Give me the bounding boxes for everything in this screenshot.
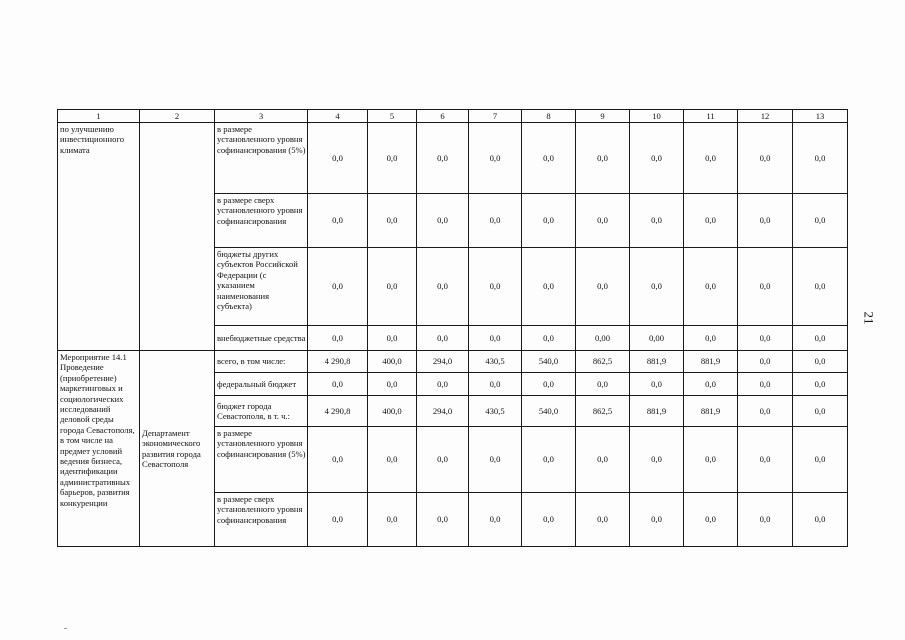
value-cell: 0,0 (417, 373, 469, 396)
table-header-row (58, 110, 848, 123)
value-cell: 0,0 (793, 396, 848, 427)
value-cell: 0,0 (793, 351, 848, 373)
column-header: 9 (576, 110, 630, 123)
funding-source-cell: бюджет города Севастополя, в т. ч.: (215, 396, 308, 427)
value-cell: 0,0 (738, 123, 793, 194)
value-cell: 0,0 (576, 427, 630, 493)
value-cell: 0,0 (630, 194, 684, 248)
value-cell: 0,0 (793, 326, 848, 351)
value-cell: 0,0 (576, 123, 630, 194)
value-cell: 0,0 (522, 123, 576, 194)
value-cell: 0,0 (576, 194, 630, 248)
value-cell: 294,0 (417, 396, 469, 427)
column-header: 11 (684, 110, 738, 123)
value-cell: 0,0 (738, 248, 793, 326)
value-cell: 400,0 (368, 396, 417, 427)
column-header: 3 (215, 110, 308, 123)
scan-speck (64, 628, 67, 629)
column-header: 4 (308, 110, 368, 123)
value-cell: 0,0 (308, 194, 368, 248)
value-cell: 0,0 (738, 351, 793, 373)
value-cell: 430,5 (469, 351, 522, 373)
value-cell: 862,5 (576, 351, 630, 373)
funding-source-cell: в размере сверх установленного уровня софинансирования (215, 493, 308, 547)
column-header: 6 (417, 110, 469, 123)
value-cell: 0,00 (630, 326, 684, 351)
funding-source-cell: в размере установленного уровня софинансирования (5%) (215, 123, 308, 194)
value-cell: 0,0 (368, 326, 417, 351)
value-cell: 0,0 (630, 123, 684, 194)
table-row (58, 123, 848, 194)
value-cell: 0,0 (630, 427, 684, 493)
funding-source-cell: бюджеты других субъектов Российской Федерации (с указанием наименования субъекта) (215, 248, 308, 326)
funding-source-cell: внебюджетные средства (215, 326, 308, 351)
value-cell: 0,0 (684, 123, 738, 194)
value-cell: 0,0 (793, 248, 848, 326)
table-body (58, 110, 848, 547)
value-cell: 0,00 (576, 326, 630, 351)
value-cell: 0,0 (417, 326, 469, 351)
value-cell: 0,0 (469, 123, 522, 194)
value-cell: 0,0 (368, 427, 417, 493)
value-cell: 540,0 (522, 351, 576, 373)
value-cell: 0,0 (522, 373, 576, 396)
value-cell: 0,0 (738, 396, 793, 427)
value-cell: 4 290,8 (308, 396, 368, 427)
value-cell: 0,0 (793, 194, 848, 248)
value-cell: 0,0 (738, 493, 793, 547)
value-cell: 0,0 (469, 326, 522, 351)
column-header: 13 (793, 110, 848, 123)
value-cell: 0,0 (417, 427, 469, 493)
value-cell: 0,0 (368, 123, 417, 194)
value-cell: 0,0 (793, 493, 848, 547)
value-cell: 430,5 (469, 396, 522, 427)
value-cell: 0,0 (469, 493, 522, 547)
value-cell: 0,0 (308, 427, 368, 493)
value-cell: 0,0 (417, 493, 469, 547)
value-cell: 0,0 (576, 493, 630, 547)
value-cell: 0,0 (576, 248, 630, 326)
value-cell: 881,9 (684, 351, 738, 373)
page-number: 21 (861, 311, 877, 325)
value-cell: 294,0 (417, 351, 469, 373)
value-cell: 0,0 (417, 248, 469, 326)
table-row (58, 351, 848, 373)
value-cell: 0,0 (684, 373, 738, 396)
value-cell: 0,0 (576, 373, 630, 396)
value-cell: 0,0 (793, 427, 848, 493)
value-cell: 0,0 (469, 194, 522, 248)
funding-source-cell: в размере установленного уровня софинансирования (5%) (215, 427, 308, 493)
value-cell: 0,0 (738, 373, 793, 396)
executor-cell: Департамент экономического развития города Севастополя (140, 351, 215, 547)
value-cell: 0,0 (738, 427, 793, 493)
value-cell: 0,0 (738, 194, 793, 248)
value-cell: 0,0 (522, 493, 576, 547)
column-header: 5 (368, 110, 417, 123)
value-cell: 0,0 (738, 326, 793, 351)
value-cell: 881,9 (630, 351, 684, 373)
value-cell: 0,0 (308, 248, 368, 326)
value-cell: 540,0 (522, 396, 576, 427)
value-cell: 0,0 (308, 123, 368, 194)
value-cell: 400,0 (368, 351, 417, 373)
value-cell: 0,0 (308, 326, 368, 351)
value-cell: 0,0 (417, 123, 469, 194)
value-cell: 862,5 (576, 396, 630, 427)
value-cell: 0,0 (630, 248, 684, 326)
value-cell: 0,0 (522, 248, 576, 326)
value-cell: 0,0 (368, 194, 417, 248)
value-cell: 0,0 (793, 373, 848, 396)
value-cell: 0,0 (368, 493, 417, 547)
funding-source-cell: всего, в том числе: (215, 351, 308, 373)
value-cell: 0,0 (308, 493, 368, 547)
value-cell: 0,0 (684, 326, 738, 351)
value-cell: 0,0 (684, 427, 738, 493)
column-header: 8 (522, 110, 576, 123)
value-cell: 0,0 (684, 248, 738, 326)
value-cell: 0,0 (368, 248, 417, 326)
budget-table (57, 109, 848, 547)
funding-source-cell: в размере сверх установленного уровня софинансирования (215, 194, 308, 248)
value-cell: 0,0 (522, 326, 576, 351)
value-cell: 0,0 (368, 373, 417, 396)
value-cell: 0,0 (469, 248, 522, 326)
column-header: 7 (469, 110, 522, 123)
value-cell: 0,0 (522, 427, 576, 493)
value-cell: 0,0 (522, 194, 576, 248)
value-cell: 0,0 (469, 427, 522, 493)
value-cell: 0,0 (684, 194, 738, 248)
column-header: 12 (738, 110, 793, 123)
value-cell: 0,0 (684, 493, 738, 547)
value-cell: 881,9 (684, 396, 738, 427)
value-cell: 0,0 (793, 123, 848, 194)
executor-cell (140, 123, 215, 351)
column-header: 1 (58, 110, 140, 123)
value-cell: 4 290,8 (308, 351, 368, 373)
value-cell: 881,9 (630, 396, 684, 427)
column-header: 2 (140, 110, 215, 123)
value-cell: 0,0 (630, 373, 684, 396)
funding-source-cell: федеральный бюджет (215, 373, 308, 396)
value-cell: 0,0 (308, 373, 368, 396)
column-header: 10 (630, 110, 684, 123)
measure-name-cell: по улучшению инвестиционного климата (58, 123, 140, 351)
measure-name-cell: Мероприятие 14.1 Проведение (приобретение) маркетинговых и социологических исследований деловой среды города Севастополя, в том числе на предмет условий ведения бизнеса, идентификации административных барьеров, развития конкуренции (58, 351, 140, 547)
value-cell: 0,0 (469, 373, 522, 396)
value-cell: 0,0 (417, 194, 469, 248)
value-cell: 0,0 (630, 493, 684, 547)
